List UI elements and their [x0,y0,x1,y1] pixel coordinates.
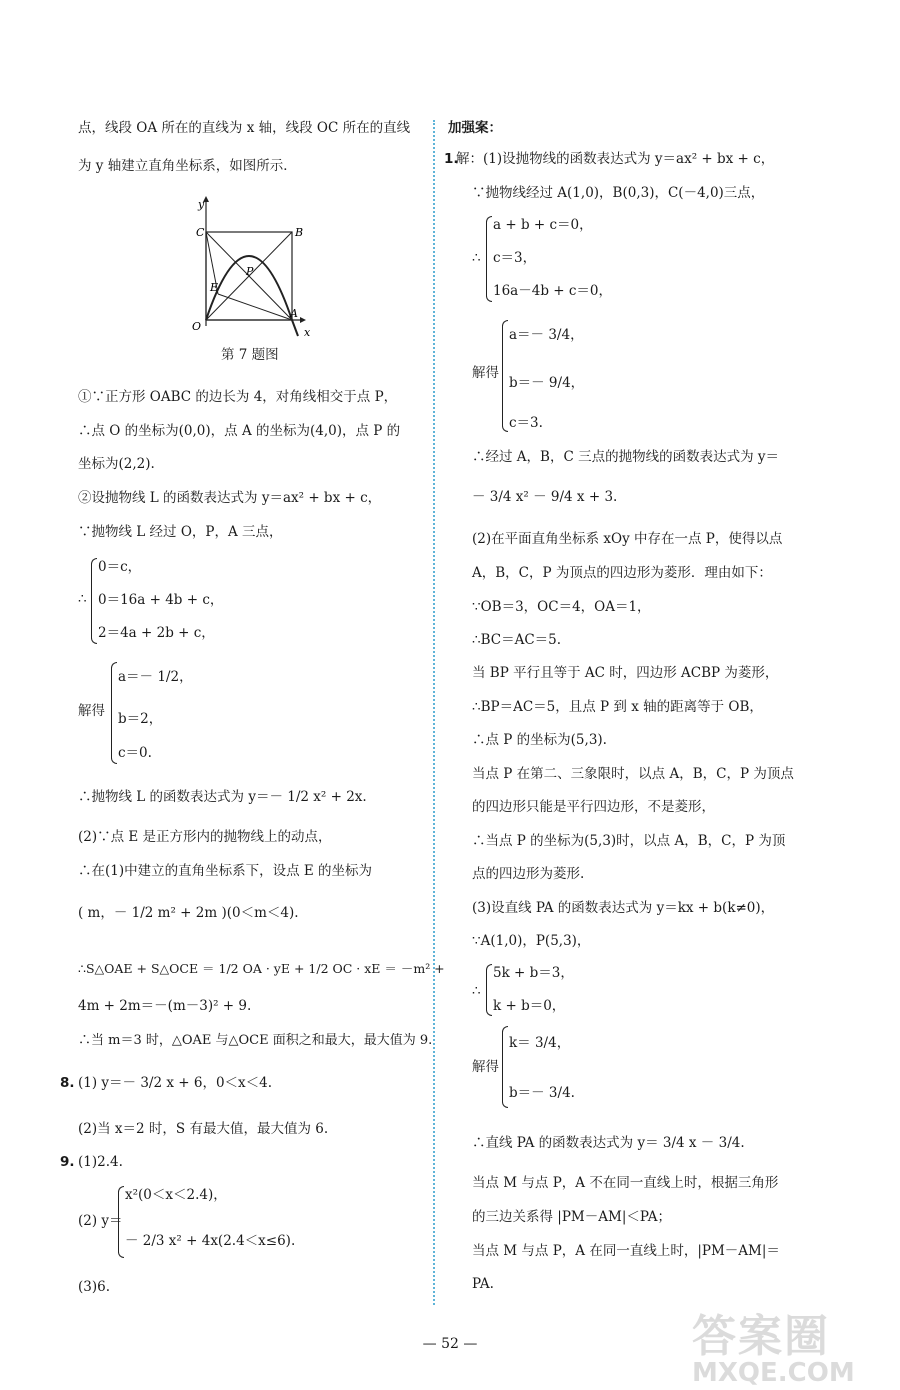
text-line: (3)6. [78,1279,111,1295]
text-line: － 3/4 x² － 9/4 x + 3. [472,489,618,505]
text-line: A，B，C，P 为顶点的四边形为菱形．理由如下： [472,565,772,581]
equation-line: 5k + b＝3， [493,965,574,981]
therefore-symbol: ∴ [78,591,87,607]
fig-label: O [192,320,202,333]
equation-line: x²(0＜x＜2.4)， [125,1187,227,1203]
fig-label: P [246,265,254,278]
fig-label: A [290,307,298,320]
text-line: ∵OB＝3，OC＝4，OA＝1， [472,599,651,615]
figure-caption: 第 7 题图 [221,347,279,363]
text-line: ∴经过 A，B，C 三点的抛物线的函数表达式为 y＝ [472,449,779,465]
text-line: (2)∵点 E 是正方形内的抛物线上的动点， [78,829,332,845]
text-line: (2)在平面直角坐标系 xOy 中存在一点 P，使得以点 [472,531,783,547]
text-line: 的四边形只能是平行四边形，不是菱形， [472,799,715,815]
text-line: ∴点 O 的坐标为(0,0)，点 A 的坐标为(4,0)，点 P 的 [78,423,401,439]
therefore-symbol: ∴ [472,983,481,999]
equation-brace [486,964,492,1016]
text-line: ∴抛物线 L 的函数表达式为 y＝－ 1/2 x² + 2x. [78,789,367,805]
text-line: ∴当点 P 的坐标为(5,3)时，以点 A，B，C，P 为顶 [472,833,786,849]
text-line: ∴S△OAE + S△OCE ＝ 1/2 OA · yE + 1/2 OC · xE ＝ －m² + [78,961,445,976]
equation-line: － 2/3 x² + 4x(2.4＜x≤6). [125,1233,296,1249]
equation-line: b＝－ 9/4， [509,375,585,391]
text-line: PA. [472,1276,494,1292]
question-number: 9. [60,1154,75,1170]
equation-brace [502,1026,508,1108]
equation-line: a＝－ 1/2， [118,669,193,685]
text-line: ( m，－ 1/2 m² + 2m )(0＜m＜4). [78,905,299,921]
text-line: ∵抛物线 L 经过 O，P，A 三点， [78,524,283,540]
therefore-symbol: ∴ [472,250,481,266]
text-line: ∵A(1,0)，P(5,3)， [472,933,591,949]
equation-brace [91,558,97,644]
text-line: 坐标为(2,2). [78,456,155,472]
page-number: — 52 — [422,1336,478,1352]
solve-label: 解得 [472,365,499,381]
text-line: ∴BP＝AC＝5，且点 P 到 x 轴的距离等于 OB， [472,699,763,715]
text-line: ∴当 m＝3 时，△OAE 与△OCE 面积之和最大，最大值为 9. [78,1033,433,1048]
text-line: ②设抛物线 L 的函数表达式为 y＝ax² + bx + c， [78,490,382,506]
watermark-logo [692,1300,892,1388]
solve-label: 解得 [78,703,105,719]
equation-line: a＝－ 3/4， [509,327,584,343]
text-line: ∴点 P 的坐标为(5,3). [472,732,607,748]
equation-line: b＝2， [118,711,163,727]
question-number: 1. [444,151,459,167]
text-line: (2) y＝ [78,1213,123,1229]
text-line: ∴在(1)中建立的直角坐标系下，设点 E 的坐标为 [78,863,373,879]
text-line: 当点 M 与点 P，A 不在同一直线上时，根据三角形 [472,1175,779,1191]
text-line: 为 y 轴建立直角坐标系，如图所示． [78,158,297,174]
fig-label: x [304,326,311,339]
text-line: (1)2.4. [78,1154,123,1170]
text-line: 解：(1)设抛物线的函数表达式为 y＝ax² + bx + c， [456,151,775,167]
watermark-text: MXQE.COM [692,1358,855,1388]
fig-label: E [210,281,219,294]
equation-brace [118,1186,124,1258]
equation-line: b＝－ 3/4. [509,1085,575,1101]
text-line: 当点 M 与点 P，A 在同一直线上时，|PM－AM|＝ [472,1243,780,1259]
equation-line: 0＝16a + 4b + c， [98,592,224,608]
text-line: (3)设直线 PA 的函数表达式为 y＝kx + b(k≠0)， [472,900,775,916]
solve-label: 解得 [472,1059,499,1075]
text-line: ∵抛物线经过 A(1,0)，B(0,3)，C(－4,0)三点， [472,185,765,201]
column-divider [433,120,435,1305]
text-line: 点的四边形为菱形. [472,866,585,882]
text-line: ∴直线 PA 的函数表达式为 y＝ 3/4 x － 3/4. [472,1135,745,1151]
fig-label: C [196,226,205,239]
text-line: (1) y＝－ 3/2 x + 6，0＜x＜4. [78,1075,273,1091]
text-line: ①∵正方形 OABC 的边长为 4，对角线相交于点 P， [78,389,398,405]
section-heading: 加强案： [448,120,502,136]
watermark-text: 答案圈 [692,1311,830,1362]
equation-brace [111,662,117,764]
fig-label: B [295,226,304,239]
fig-label: y [198,198,205,211]
question-number: 8. [60,1075,75,1091]
figure-7-diagram [188,196,318,356]
equation-brace [486,216,492,302]
text-line: (2)当 x＝2 时，S 有最大值，最大值为 6. [78,1121,329,1137]
equation-line: a + b + c＝0， [493,217,593,233]
text-line: 点，线段 OA 所在的直线为 x 轴，线段 OC 所在的直线 [78,120,411,136]
equation-brace [502,320,508,432]
equation-line: 16a－4b + c＝0， [493,283,613,299]
equation-line: k + b＝0， [493,998,566,1014]
text-line: 4m + 2m＝－(m－3)² + 9. [78,998,252,1014]
equation-line: c＝3， [493,250,537,266]
text-line: 当 BP 平行且等于 AC 时，四边形 ACBP 为菱形， [472,665,779,681]
text-line: 当点 P 在第二、三象限时，以点 A，B，C，P 为顶点 [472,766,794,782]
equation-line: 2＝4a + 2b + c， [98,625,215,641]
equation-line: 0＝c， [98,559,142,575]
equation-line: k＝ 3/4， [509,1035,571,1051]
text-line: ∴BC＝AC＝5. [472,632,562,648]
text-line: 的三边关系得 |PM－AM|＜PA； [472,1209,671,1225]
equation-line: c＝3. [509,415,543,431]
equation-line: c＝0. [118,745,152,761]
